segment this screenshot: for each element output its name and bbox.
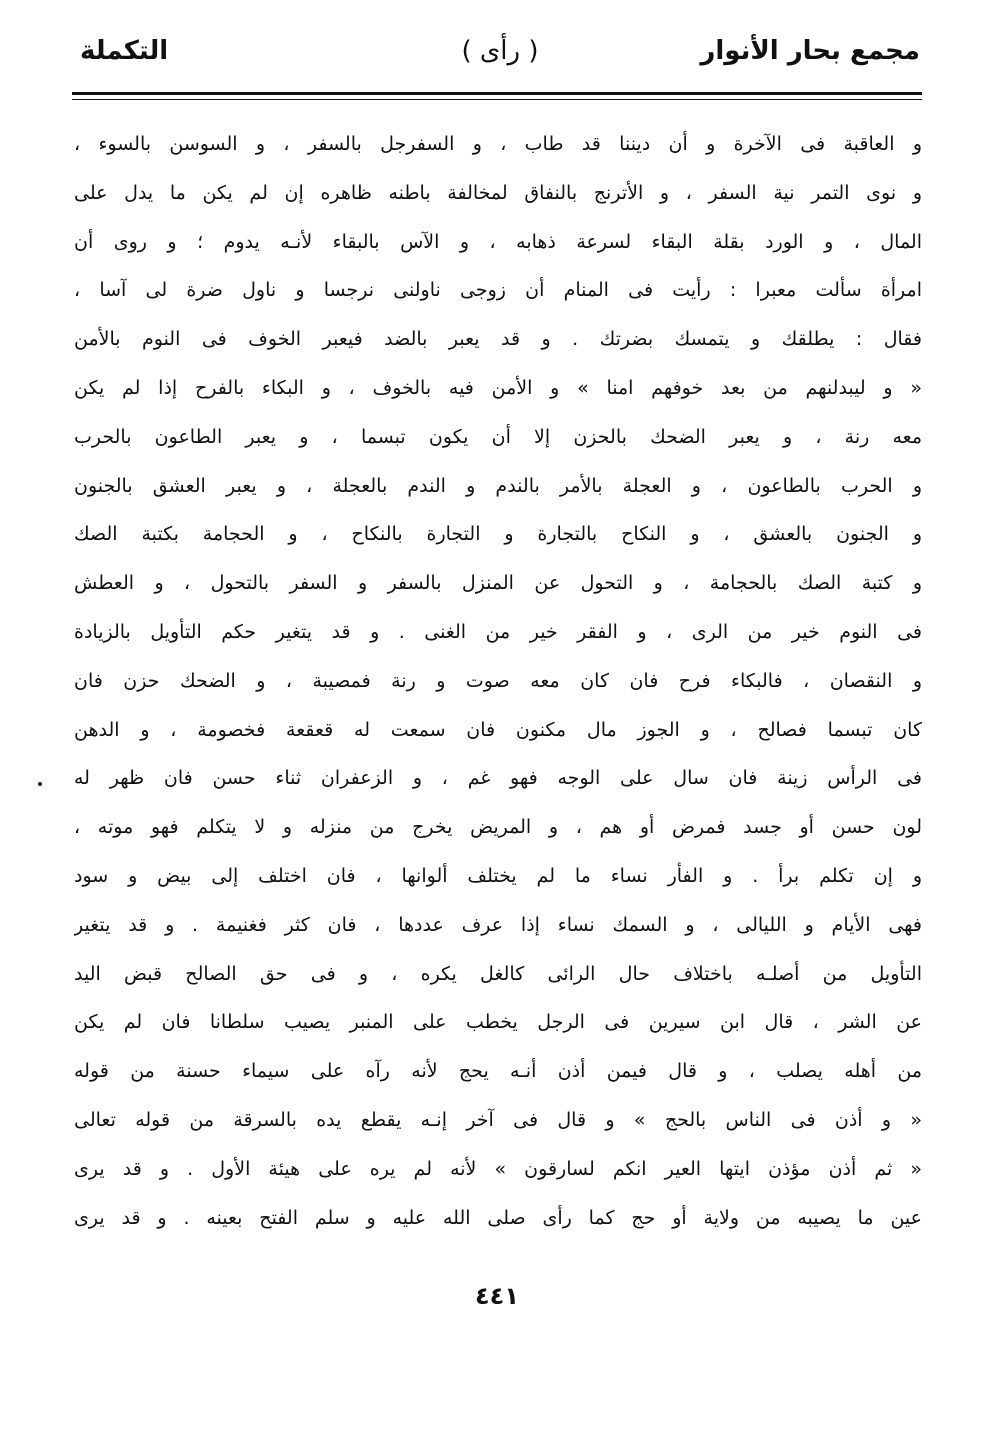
text-line: من أهله يصلب ، و قال فيمن أذن أنـه يحج لأنه رآه على سيماء حسنة من قوله xyxy=(74,1060,922,1083)
header-rule-thick xyxy=(72,92,922,95)
running-header xyxy=(80,36,920,86)
text-line: لون حسن أو جسد فمرض أو هم ، و المريض يخرج من منزله و لا يتكلم فهو موته ، xyxy=(74,816,922,839)
text-line: عن الشر ، قال ابن سيرين فى الرجل يخطب على المنبر يصيب سلطانا فان لم يكن xyxy=(74,1011,922,1034)
text-line: و الجنون بالعشق ، و النكاح بالتجارة و التجارة بالنكاح ، و الحجامة بكتبة الصك xyxy=(74,523,922,546)
text-line: كان تبسما فصالح ، و الجوز مال مكنون فان سمعت له قعقعة فخصومة ، و الدهن xyxy=(74,718,922,741)
text-line: و الحرب بالطاعون ، و العجلة بالأمر بالندم و الندم بالعجلة ، و يعبر العشق بالجنون xyxy=(74,474,922,497)
text-line: « و ليبدلنهم من بعد خوفهم امنا » و الأمن فيه بالخوف ، و البكاء بالفرح إذا لم يكن xyxy=(74,376,922,399)
text-line: و إن تكلم برأ . و الفأر نساء ما لم يختلف ألوانها ، فان اختلف إلى بيض و سود xyxy=(74,864,922,887)
text-line: فى الرأس زينة فان سال على الوجه فهو غم ، و الزعفران ثناء حسن فان ظهر له xyxy=(74,767,922,790)
text-line: و النقصان ، فالبكاء فرح فان كان معه صوت و رنة فمصيبة ، و الضحك حزن فان xyxy=(74,669,922,692)
text-line: المال ، و الورد بقلة البقاء لسرعة ذهابه ، و الآس بالبقاء لأنـه يدوم ؛ و روى أن xyxy=(74,230,922,253)
margin-mark xyxy=(38,782,42,786)
text-line: و نوى التمر نية السفر ، و الأترنج بالنفاق لمخالفة باطنه ظاهره إن لم يكن ما يدل على xyxy=(74,181,922,204)
body-text xyxy=(74,120,922,1242)
entry-heading: ( رأى ) xyxy=(461,36,539,66)
text-line: « ثم أذن مؤذن ايتها العير انكم لسارقون » لأنه لم يره على هيئة الأول . و قد يرى xyxy=(74,1157,922,1180)
text-line: عين ما يصيبه من ولاية أو حج كما رأى صلى الله عليه و سلم الفتح بعينه . و قد يرى xyxy=(74,1206,922,1229)
book-title: مجمع بحار الأنوار xyxy=(700,36,920,66)
text-line: « و أذن فى الناس بالحج » و قال فى آخر إنـه يقطع يده بالسرقة من قوله تعالى xyxy=(74,1108,922,1131)
text-line: و العاقبة فى الآخرة و أن ديننا قد طاب ، و السفرجل بالسفر ، و السوسن بالسوء ، xyxy=(74,133,922,155)
text-line: امرأة سألت معبرا : رأيت فى المنام أن زوجى ناولنى نرجسا و ناول ضرة لى آسا ، xyxy=(74,279,922,302)
text-line: فقال : يطلقك و يتمسك بضرتك . و قد يعبر بالضد فيعبر الخوف فى النوم بالأمن xyxy=(74,328,922,351)
text-line: و كتبة الصك بالحجامة ، و التحول عن المنزل بالسفر و السفر بالتحول ، و العطش xyxy=(74,572,922,595)
text-line: فى النوم خير من الرى ، و الفقر خير من الغنى . و قد يتغير حكم التأويل بالزيادة xyxy=(74,620,922,643)
header-rule-thin xyxy=(72,99,922,100)
text-line: فهى الأيام و الليالى ، و السمك نساء إذا عرف عددها ، فان كثر فغنيمة . و قد يتغير xyxy=(74,913,922,936)
page-number: ٤٤١ xyxy=(475,1282,519,1310)
text-line: التأويل من أصلـه باختلاف حال الرائى كالغل يكره ، و فى حق الصالح قبض اليد xyxy=(74,962,922,985)
section-title: التكملة xyxy=(80,36,169,66)
text-line: معه رنة ، و يعبر الضحك بالحزن إلا أن يكون تبسما ، و يعبر الطاعون بالحرب xyxy=(74,425,922,448)
